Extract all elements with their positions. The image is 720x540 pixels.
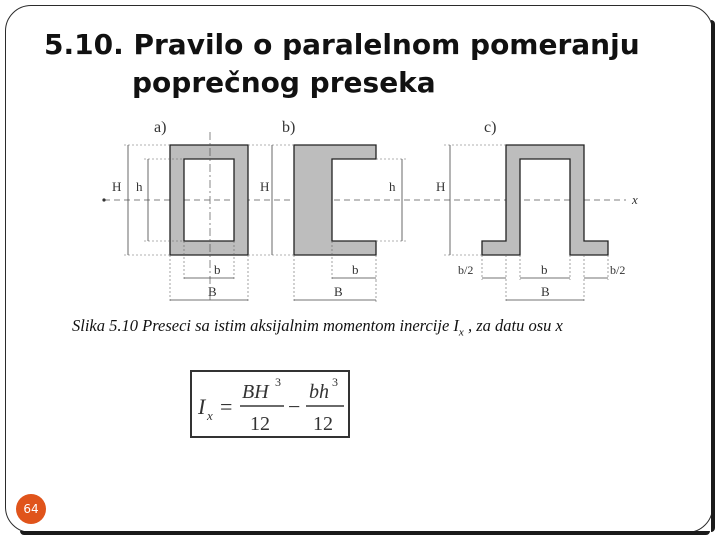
dim-b-h-label: h bbox=[389, 179, 396, 194]
dim-a-H-label: H bbox=[112, 179, 122, 194]
cross-sections-svg bbox=[96, 112, 656, 312]
formula-term2-exponent: 3 bbox=[332, 375, 338, 389]
dim-a-h-label: h bbox=[136, 179, 143, 194]
panel-a-letter: a) bbox=[154, 119, 167, 136]
dim-c-B-label: B bbox=[541, 284, 550, 299]
dim-c-bhalf-left-label: b/2 bbox=[458, 263, 474, 277]
moment-of-inertia-formula bbox=[192, 372, 348, 436]
title-line-1: 5.10. Pravilo o paralelnom pomeranju bbox=[44, 28, 640, 61]
dim-c-b-label: b bbox=[541, 262, 548, 277]
page-number: 64 bbox=[23, 502, 39, 516]
panel-b-letter: b) bbox=[282, 119, 296, 136]
formula-box bbox=[190, 370, 350, 438]
dim-c-H-label: H bbox=[436, 179, 446, 194]
formula-term1-exponent: 3 bbox=[275, 375, 281, 389]
figure-caption bbox=[72, 316, 712, 338]
axis-origin-dot bbox=[102, 198, 105, 201]
title-line-2: poprečnog preseka bbox=[132, 66, 436, 99]
formula-term2-numerator: bh bbox=[309, 381, 329, 403]
slide-shadow-bottom bbox=[20, 531, 710, 535]
formula-lhs-sub: x bbox=[207, 408, 213, 423]
panel-c-letter: c) bbox=[484, 119, 497, 136]
slide-shadow-right bbox=[711, 20, 715, 532]
page-number-badge bbox=[16, 494, 46, 524]
formula-term1-denominator: 12 bbox=[250, 413, 270, 435]
caption-suffix: , za datu osu x bbox=[463, 316, 563, 335]
dim-a-B-label: B bbox=[208, 284, 217, 299]
caption-subscript: x bbox=[458, 326, 464, 339]
x-axis-label: x bbox=[632, 192, 638, 207]
dim-c-bhalf-right-label: b/2 bbox=[610, 263, 626, 277]
cross-sections-figure bbox=[96, 112, 656, 317]
dim-b-b-label: b bbox=[352, 262, 359, 277]
formula-lhs: I bbox=[198, 394, 206, 419]
dim-b-B-label: B bbox=[334, 284, 343, 299]
formula-term2-denominator: 12 bbox=[313, 413, 333, 435]
formula-term1-numerator: BH bbox=[242, 381, 269, 403]
dim-a-b-label: b bbox=[214, 262, 221, 277]
formula-minus: − bbox=[288, 394, 301, 419]
caption-prefix: Slika 5.10 Preseci sa istim aksijalnim momentom inercije I bbox=[72, 316, 459, 335]
dim-b-H-label: H bbox=[260, 179, 270, 194]
formula-equals: = bbox=[220, 394, 233, 419]
